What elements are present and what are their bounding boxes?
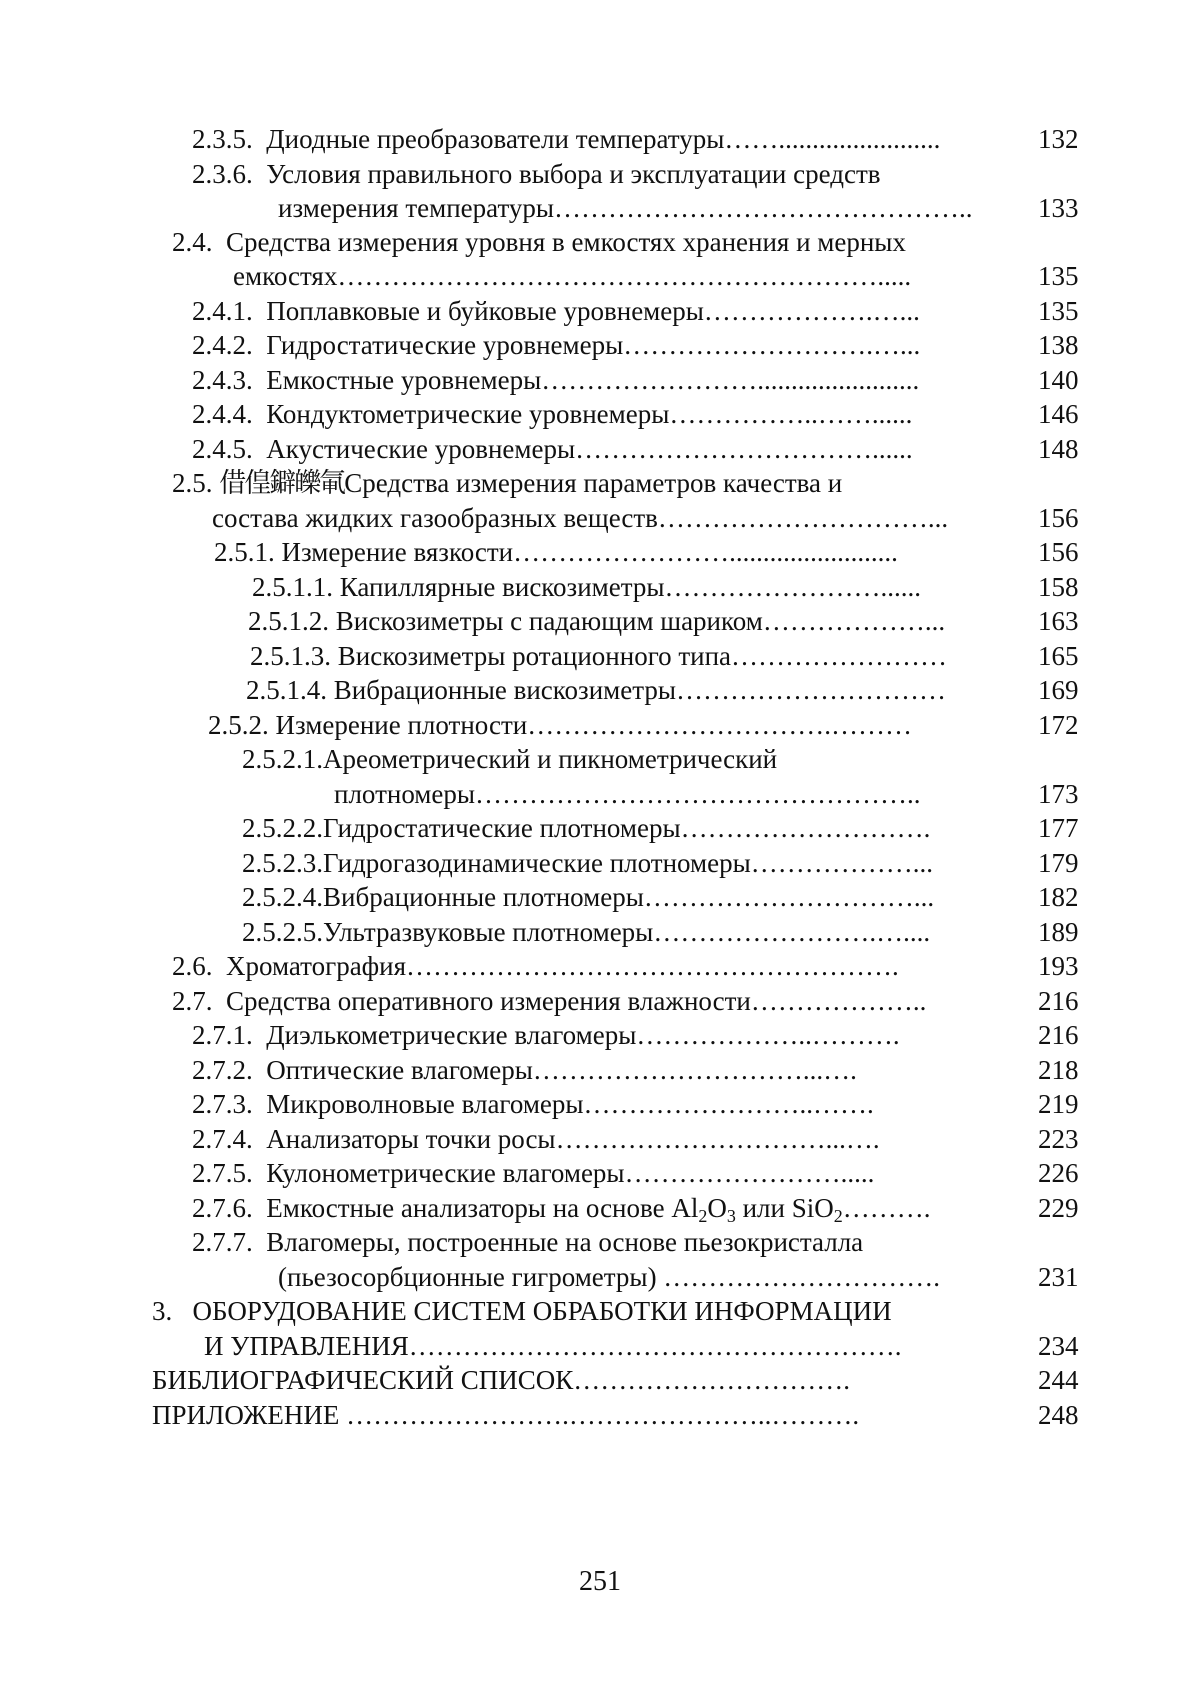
toc-entry-title: Кулонометрические влагомеры……………………..... xyxy=(266,1158,875,1188)
toc-entry-title: Средства измерения параметров качества и xyxy=(344,468,843,498)
toc-entry-number: 2.7.4. xyxy=(192,1124,253,1154)
toc-entry xyxy=(192,294,920,328)
toc-entry-page: 135 xyxy=(1038,261,1079,291)
toc-entry-title: Средства оперативного измерения влажности……………….. xyxy=(226,986,927,1016)
toc-entry-number: 2.4.4. xyxy=(192,399,253,429)
toc-entry-page: 148 xyxy=(1038,434,1079,464)
toc-entry-title: емкостях……………………………………………………..... xyxy=(233,261,912,291)
toc-entry-title: Емкостные анализаторы на основе $Al_2O_3$ или SiO$_2$………. xyxy=(266,1193,931,1226)
toc-entry-continuation xyxy=(233,259,911,293)
toc-entry-continuation xyxy=(212,501,948,535)
toc-entry-title: Средства измерения уровня в емкостях хранения и мерных xyxy=(226,227,906,257)
toc-entry-page: 135 xyxy=(1038,296,1079,326)
toc-entry-page: 158 xyxy=(1038,572,1079,602)
toc-entry xyxy=(192,432,913,466)
toc-entry-continuation xyxy=(278,1260,940,1294)
toc-entry-number: 2.5.2.1. xyxy=(242,744,323,774)
toc-entry xyxy=(242,880,934,914)
toc-entry xyxy=(208,708,912,742)
toc-entry xyxy=(152,1398,859,1432)
toc-entry-number: 2.7.3. xyxy=(192,1089,253,1119)
toc-entry-page: 216 xyxy=(1038,1020,1079,1050)
toc-entry-page: 223 xyxy=(1038,1124,1079,1154)
toc-entry xyxy=(192,1018,900,1052)
toc-entry-page: 169 xyxy=(1038,675,1079,705)
toc-entry xyxy=(242,846,933,880)
toc-entry-page: 172 xyxy=(1038,710,1079,740)
toc-entry xyxy=(152,1294,892,1328)
toc-entry-title: Ультразвуковые плотномеры…………………….….... xyxy=(323,917,931,947)
toc-entry-title: плотномеры………………………………………….. xyxy=(334,779,921,809)
toc-entry-title: (пьезосорбционные гигрометры) …………………………. xyxy=(278,1262,941,1292)
toc-entry-title: Акустические уровнемеры……………………………...... xyxy=(266,434,913,464)
toc-entry-page: 132 xyxy=(1038,124,1079,154)
toc-entry-number: 3. xyxy=(152,1296,173,1326)
toc-entry-title: Вискозиметры ротационного типа…………………… xyxy=(337,641,948,671)
toc-entry-number: 2.5.2.3. xyxy=(242,848,323,878)
subscript: 2 xyxy=(833,1206,843,1226)
toc-entry-title: И УПРАВЛЕНИЯ………………………………………………. xyxy=(204,1331,902,1361)
toc-entry-number: 2.7.1. xyxy=(192,1020,253,1050)
toc-entry-number: 2.5.2.2. xyxy=(242,813,323,843)
toc-entry-page: 234 xyxy=(1038,1331,1079,1361)
toc-entry-number: 2.3.5. xyxy=(192,124,253,154)
toc-entry-title: Микроволновые влагомеры……………………..……. xyxy=(266,1089,874,1119)
toc-entry-page: 165 xyxy=(1038,641,1079,671)
toc-entry-page: 229 xyxy=(1038,1193,1079,1223)
toc-entry xyxy=(242,915,930,949)
toc-entry-page: 133 xyxy=(1038,193,1079,223)
toc-entry-number: 2.6. xyxy=(172,951,213,981)
toc-entry-page: 248 xyxy=(1038,1400,1079,1430)
toc-entry-page: 138 xyxy=(1038,330,1079,360)
toc-entry-page: 140 xyxy=(1038,365,1079,395)
subscript: 3 xyxy=(726,1206,736,1226)
toc-entry-number: 2.5.2.5. xyxy=(242,917,323,947)
toc-entry-page: 179 xyxy=(1038,848,1079,878)
toc-entry-page: 182 xyxy=(1038,882,1079,912)
toc-entry-title: Оптические влагомеры…………………………...…. xyxy=(266,1055,857,1085)
toc-entry-title: Гидростатические уровнемеры……………………….…... xyxy=(266,330,921,360)
toc-entry-title: Ареометрический и пикнометрический xyxy=(323,744,778,774)
toc-entry xyxy=(192,1122,880,1156)
garbled-glyphs: 借偟鐴皪氠 xyxy=(219,468,345,498)
toc-entry-title: Хроматография………………………………………………. xyxy=(226,951,899,981)
toc-entry-number: 2.4.5. xyxy=(192,434,253,464)
toc-entry xyxy=(192,157,881,191)
toc-entry-page: 231 xyxy=(1038,1262,1079,1292)
toc-entry-page: 156 xyxy=(1038,503,1079,533)
toc-entry-title: Диэлькометрические влагомеры………………..………. xyxy=(266,1020,900,1050)
toc-entry-title: ПРИЛОЖЕНИЕ …………………….…………………..………. xyxy=(152,1400,860,1430)
toc-entry xyxy=(192,397,912,431)
toc-entry-number: 2.4.1. xyxy=(192,296,253,326)
toc-entry xyxy=(242,811,930,845)
toc-entry-title: Измерение вязкости……………………......................... xyxy=(281,537,898,567)
toc-entry-title: Кондуктометрические уровнемеры……………..……...... xyxy=(266,399,913,429)
toc-entry-number: 2.7.6. xyxy=(192,1193,253,1223)
toc-entry-number: 2.5.2. xyxy=(208,710,269,740)
toc-entry-number: 2.7. xyxy=(172,986,213,1016)
toc-entry-page: 216 xyxy=(1038,986,1079,1016)
toc-entry-title: Емкостные уровнемеры……………………........................ xyxy=(266,365,920,395)
toc-entry xyxy=(192,1053,857,1087)
toc-entry xyxy=(192,363,919,397)
toc-entry-number: 2.7.5. xyxy=(192,1158,253,1188)
toc-entry-number: 2.7.2. xyxy=(192,1055,253,1085)
toc-entry-title: Измерение плотности…………………………….……… xyxy=(275,710,912,740)
toc-entry-page: 156 xyxy=(1038,537,1079,567)
toc-entry xyxy=(192,1191,930,1225)
toc-entry-title: Вибрационные плотномеры…………………………... xyxy=(323,882,935,912)
toc-entry-page: 218 xyxy=(1038,1055,1079,1085)
toc-entry xyxy=(192,1156,874,1190)
toc-entry xyxy=(172,949,899,983)
toc-entry-continuation xyxy=(204,1329,901,1363)
toc-entry-number: 2.5.1.3. xyxy=(250,641,331,671)
toc-entry-page: 193 xyxy=(1038,951,1079,981)
toc-entry-number: 2.5.1. xyxy=(214,537,275,567)
toc-entry xyxy=(172,466,842,500)
toc-entry-title: Анализаторы точки росы…………………………...…. xyxy=(266,1124,880,1154)
toc-entry-page: 146 xyxy=(1038,399,1079,429)
toc-entry-page: 226 xyxy=(1038,1158,1079,1188)
toc-entry-title: Вискозиметры с падающим шариком………………... xyxy=(335,606,946,636)
toc-entry-number: 2.4.3. xyxy=(192,365,253,395)
toc-entry-title: Капиллярные вискозиметры……………………...... xyxy=(339,572,922,602)
toc-entry-continuation xyxy=(334,777,921,811)
toc-entry xyxy=(172,225,906,259)
toc-entry xyxy=(252,570,921,604)
toc-entry xyxy=(214,535,898,569)
toc-entry-page: 219 xyxy=(1038,1089,1079,1119)
toc-entry xyxy=(172,984,926,1018)
toc-entry-title: Диодные преобразователи температуры……........................ xyxy=(266,124,941,154)
page-number: 251 xyxy=(579,1566,621,1597)
toc-entry xyxy=(248,604,945,638)
toc-entry xyxy=(152,1363,850,1397)
toc-entry-page: 163 xyxy=(1038,606,1079,636)
toc-entry-number: 2.5.1.2. xyxy=(248,606,329,636)
toc-entry xyxy=(242,742,777,776)
toc-entry-number: 2.5.2.4. xyxy=(242,882,323,912)
toc-entry-continuation xyxy=(278,191,973,225)
toc-entry-title: БИБЛИОГРАФИЧЕСКИЙ СПИСОК…………………………. xyxy=(152,1365,851,1395)
toc-entry-title: Гидрогазодинамические плотномеры………………... xyxy=(323,848,933,878)
toc-entry-title: Условия правильного выбора и эксплуатации средств xyxy=(266,159,881,189)
toc-entry-title: измерения температуры……………………………………….. xyxy=(278,193,973,223)
toc-entry-page: 189 xyxy=(1038,917,1079,947)
toc-entry-number: 2.4.2. xyxy=(192,330,253,360)
toc-entry-title: Гидростатические плотномеры………………………. xyxy=(323,813,931,843)
toc-entry-number: 2.5. xyxy=(172,468,213,498)
toc-entry xyxy=(246,673,946,707)
toc-entry-number: 2.7.7. xyxy=(192,1227,253,1257)
toc-entry-page: 177 xyxy=(1038,813,1079,843)
toc-entry-title: Поплавковые и буйковые уровнемеры……………….…... xyxy=(266,296,920,326)
toc-entry-title: состава жидких газообразных веществ…………………………... xyxy=(212,503,949,533)
toc-entry-number: 2.3.6. xyxy=(192,159,253,189)
toc-entry xyxy=(192,1225,863,1259)
toc-entry-page: 244 xyxy=(1038,1365,1079,1395)
toc-entry-number: 2.5.1.4. xyxy=(246,675,327,705)
toc-entry-title: Влагомеры, построенные на основе пьезокристалла xyxy=(266,1227,864,1257)
toc-entry xyxy=(192,328,920,362)
toc-entry xyxy=(192,122,940,156)
toc-entry-number: 2.5.1.1. xyxy=(252,572,333,602)
toc-entry-title: ОБОРУДОВАНИЕ СИСТЕМ ОБРАБОТКИ ИНФОРМАЦИИ xyxy=(192,1296,892,1326)
subscript: 2 xyxy=(698,1206,708,1226)
toc-entry xyxy=(250,639,947,673)
toc-entry-title: Вибрационные вискозиметры………………………… xyxy=(333,675,946,705)
toc-entry xyxy=(192,1087,874,1121)
toc-entry-page: 173 xyxy=(1038,779,1079,809)
toc-entry-number: 2.4. xyxy=(172,227,213,257)
